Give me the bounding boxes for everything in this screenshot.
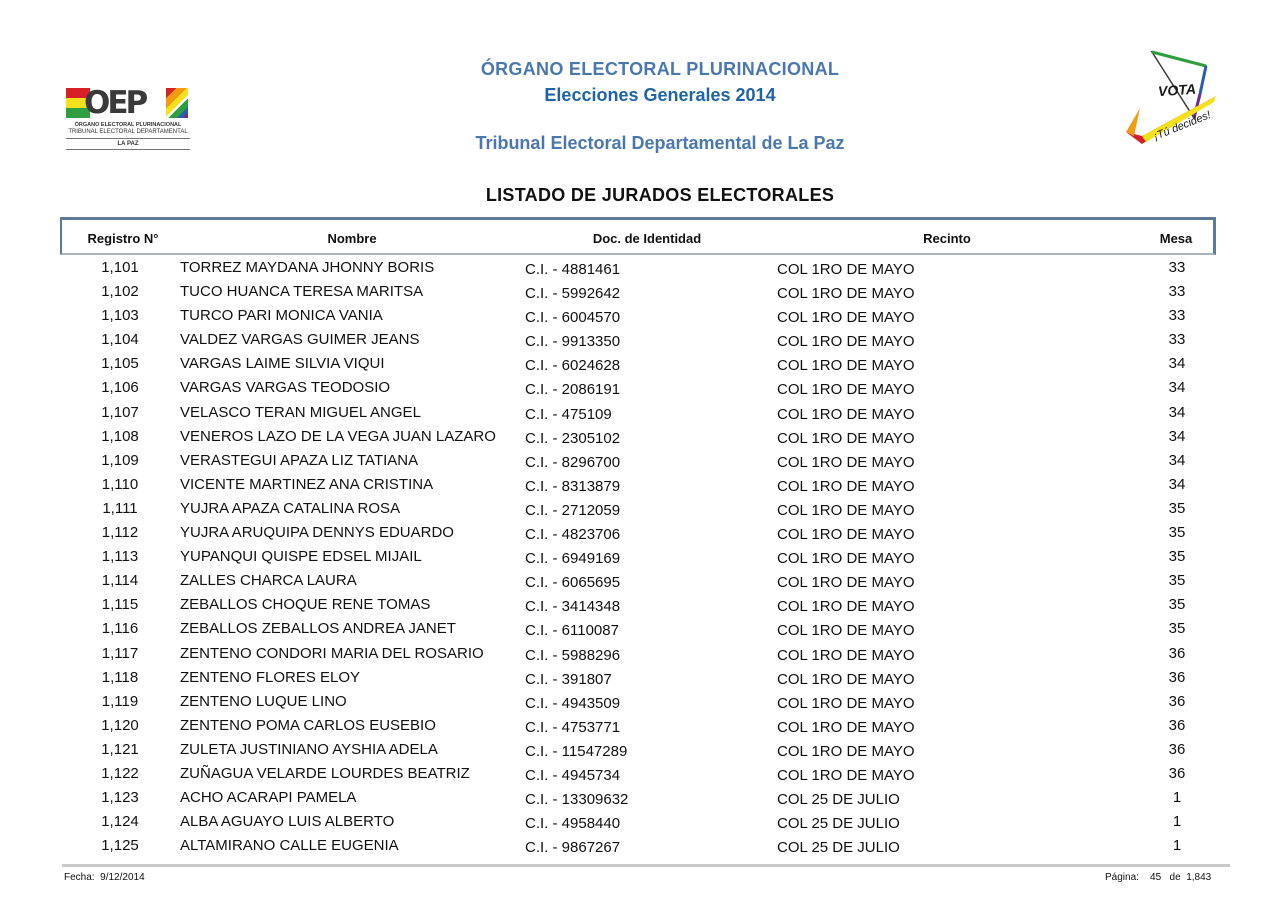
page-of-label: de [1169, 872, 1181, 883]
cell-mesa: 34 [1168, 355, 1186, 373]
table-header [60, 217, 1216, 255]
cell-nombre: VARGAS VARGAS TEODOSIO [180, 379, 391, 397]
cell-registro: 1,120 [101, 716, 139, 734]
cell-nombre: TORREZ MAYDANA JHONNY BORIS [180, 259, 435, 276]
cell-recinto: COL 1RO DE MAYO [777, 550, 915, 568]
cell-doc: C.I. - 475109 [525, 405, 612, 423]
oep-logo-line2: TRIBUNAL ELECTORAL DEPARTAMENTAL [68, 129, 188, 135]
report-date [64, 872, 145, 883]
cell-doc: C.I. - 4881461 [525, 261, 621, 278]
cell-nombre: YUPANQUI QUISPE EDSEL MIJAIL [180, 548, 422, 566]
cell-nombre: ZENTENO FLORES ELOY [180, 668, 361, 686]
cell-registro: 1,114 [101, 572, 139, 590]
cell-doc: C.I. - 6949169 [525, 550, 621, 568]
cell-doc: C.I. - 6065695 [525, 574, 621, 592]
table-row [0, 522, 1280, 546]
cell-registro: 1,111 [102, 499, 138, 517]
column-header-doc: Doc. de Identidad [592, 231, 702, 246]
cell-recinto: COL 1RO DE MAYO [777, 622, 915, 640]
date-value: 9/12/2014 [100, 872, 145, 883]
oep-logo-mark: OEP [84, 85, 146, 121]
table-row [0, 667, 1280, 691]
report-header [0, 0, 1280, 215]
cell-recinto: COL 1RO DE MAYO [777, 309, 915, 327]
cell-nombre: ZUÑAGUA VELARDE LOURDES BEATRIZ [180, 764, 470, 782]
cell-nombre: ZEBALLOS ZEBALLOS ANDREA JANET [180, 620, 456, 638]
cell-mesa: 36 [1168, 692, 1186, 710]
cell-registro: 1,101 [101, 259, 139, 276]
cell-recinto: COL 1RO DE MAYO [777, 718, 915, 736]
cell-nombre: ZENTENO CONDORI MARIA DEL ROSARIO [180, 644, 484, 662]
cell-doc: C.I. - 4958440 [525, 815, 621, 833]
cell-recinto: COL 1RO DE MAYO [777, 646, 915, 664]
table-row [0, 570, 1280, 594]
footer-divider [62, 864, 1230, 867]
cell-recinto: COL 1RO DE MAYO [777, 357, 915, 375]
cell-doc: C.I. - 13309632 [525, 791, 629, 809]
cell-nombre: ZENTENO LUQUE LINO [180, 692, 347, 710]
table-row [0, 739, 1280, 763]
vota-logo [1120, 48, 1220, 152]
cell-doc: C.I. - 391807 [525, 670, 612, 688]
table-row [0, 498, 1280, 522]
cell-doc: C.I. - 4943509 [525, 694, 621, 712]
table-row [0, 691, 1280, 715]
cell-recinto: COL 1RO DE MAYO [777, 670, 915, 688]
cell-mesa: 36 [1168, 764, 1186, 782]
cell-doc: C.I. - 9913350 [525, 333, 621, 351]
cell-nombre: VALDEZ VARGAS GUIMER JEANS [180, 331, 420, 349]
cell-mesa: 34 [1168, 403, 1186, 421]
cell-mesa: 34 [1168, 475, 1186, 493]
cell-mesa: 35 [1168, 572, 1186, 590]
cell-nombre: TURCO PARI MONICA VANIA [180, 307, 383, 325]
cell-doc: C.I. - 6110087 [525, 622, 619, 640]
cell-doc: C.I. - 8296700 [525, 453, 621, 471]
cell-registro: 1,119 [101, 692, 139, 710]
cell-recinto: COL 1RO DE MAYO [777, 405, 915, 423]
cell-registro: 1,117 [101, 644, 139, 662]
cell-mesa: 36 [1168, 716, 1186, 734]
cell-mesa: 33 [1168, 259, 1186, 276]
cell-recinto: COL 1RO DE MAYO [777, 261, 915, 278]
page-number: 45 [1150, 872, 1162, 883]
cell-recinto: COL 1RO DE MAYO [777, 598, 915, 616]
cell-recinto: COL 1RO DE MAYO [777, 526, 915, 544]
cell-mesa: 35 [1168, 620, 1186, 638]
cell-registro: 1,110 [101, 475, 139, 493]
cell-recinto: COL 25 DE JULIO [777, 839, 900, 857]
table-row [0, 305, 1280, 329]
cell-nombre: YUJRA ARUQUIPA DENNYS EDUARDO [180, 524, 454, 542]
cell-nombre: ZALLES CHARCA LAURA [180, 572, 357, 590]
cell-doc: C.I. - 6004570 [525, 309, 621, 327]
page-title: LISTADO DE JURADOS ELECTORALES [485, 185, 835, 205]
table-row [0, 402, 1280, 426]
cell-registro: 1,102 [101, 283, 139, 301]
tribunal-name: Tribunal Electoral Departamental de La Paz [475, 133, 845, 153]
page-total: 1,843 [1186, 872, 1212, 883]
cell-nombre: ZENTENO POMA CARLOS EUSEBIO [180, 716, 436, 734]
cell-recinto: COL 1RO DE MAYO [777, 333, 915, 351]
cell-nombre: TUCO HUANCA TERESA MARITSA [180, 283, 424, 301]
election-name: Elecciones Generales 2014 [544, 85, 776, 105]
cell-doc: C.I. - 4945734 [525, 766, 621, 784]
cell-registro: 1,106 [101, 379, 139, 397]
cell-mesa: 35 [1168, 524, 1186, 542]
cell-doc: C.I. - 2305102 [525, 429, 621, 447]
cell-recinto: COL 25 DE JULIO [777, 815, 900, 833]
cell-nombre: VENEROS LAZO DE LA VEGA JUAN LAZARO [180, 427, 496, 445]
cell-doc: C.I. - 2712059 [525, 501, 621, 519]
cell-mesa: 34 [1168, 427, 1186, 445]
table-row [0, 281, 1280, 305]
column-header-mesa: Mesa [1159, 231, 1193, 246]
cell-registro: 1,103 [101, 307, 139, 325]
cell-doc: C.I. - 11547289 [525, 742, 628, 760]
cell-nombre: ZULETA JUSTINIANO AYSHIA ADELA [180, 740, 438, 758]
cell-doc: C.I. - 2086191 [525, 381, 621, 399]
table-row [0, 474, 1280, 498]
cell-registro: 1,105 [101, 355, 139, 373]
table-row [0, 763, 1280, 787]
cell-nombre: YUJRA APAZA CATALINA ROSA [180, 499, 401, 517]
cell-registro: 1,118 [101, 668, 139, 686]
jurados-table-body [0, 257, 1280, 859]
cell-mesa: 1 [1172, 837, 1182, 855]
cell-registro: 1,115 [101, 596, 139, 614]
table-row [0, 835, 1280, 859]
cell-doc: C.I. - 6024628 [525, 357, 621, 375]
cell-mesa: 35 [1168, 499, 1186, 517]
cell-nombre: VARGAS LAIME SILVIA VIQUI [180, 355, 385, 373]
cell-registro: 1,116 [101, 620, 139, 638]
cell-mesa: 1 [1172, 813, 1182, 831]
cell-doc: C.I. - 4823706 [525, 526, 621, 544]
cell-registro: 1,123 [101, 789, 139, 807]
table-row [0, 257, 1280, 281]
cell-nombre: VICENTE MARTINEZ ANA CRISTINA [180, 475, 434, 493]
cell-mesa: 34 [1168, 379, 1186, 397]
cell-mesa: 36 [1168, 668, 1186, 686]
cell-recinto: COL 1RO DE MAYO [777, 766, 915, 784]
cell-registro: 1,122 [101, 764, 139, 782]
cell-registro: 1,125 [101, 837, 139, 855]
cell-mesa: 33 [1168, 331, 1186, 349]
cell-nombre: VELASCO TERAN MIGUEL ANGEL [180, 403, 421, 421]
cell-mesa: 34 [1168, 451, 1186, 469]
cell-doc: C.I. - 5992642 [525, 285, 621, 303]
column-header-recinto: Recinto [923, 231, 971, 246]
table-row [0, 546, 1280, 570]
org-name: ÓRGANO ELECTORAL PLURINACIONAL [480, 59, 840, 79]
table-row [0, 426, 1280, 450]
cell-registro: 1,109 [101, 451, 139, 469]
cell-recinto: COL 1RO DE MAYO [777, 381, 915, 399]
cell-recinto: COL 25 DE JULIO [777, 791, 900, 809]
table-row [0, 643, 1280, 667]
cell-nombre: ALBA AGUAYO LUIS ALBERTO [180, 813, 395, 831]
vota-word: VOTA [1157, 80, 1197, 100]
cell-registro: 1,107 [101, 403, 139, 421]
cell-registro: 1,112 [101, 524, 139, 542]
cell-recinto: COL 1RO DE MAYO [777, 477, 915, 495]
cell-mesa: 36 [1168, 644, 1186, 662]
cell-nombre: ALTAMIRANO CALLE EUGENIA [180, 837, 399, 855]
cell-recinto: COL 1RO DE MAYO [777, 742, 915, 760]
vota-slogan: ¡Tú decides! [1151, 109, 1213, 143]
cell-recinto: COL 1RO DE MAYO [777, 285, 915, 303]
cell-recinto: COL 1RO DE MAYO [777, 429, 915, 447]
table-row [0, 618, 1280, 642]
table-row [0, 377, 1280, 401]
table-row [0, 811, 1280, 835]
cell-nombre: VERASTEGUI APAZA LIZ TATIANA [180, 451, 419, 469]
date-label: Fecha: [64, 872, 95, 883]
table-row [0, 787, 1280, 811]
cell-recinto: COL 1RO DE MAYO [777, 453, 915, 471]
oep-logo-line3: LA PAZ [117, 141, 139, 147]
table-row [0, 353, 1280, 377]
cell-doc: C.I. - 9867267 [525, 839, 621, 857]
cell-doc: C.I. - 3414348 [525, 598, 621, 616]
cell-mesa: 33 [1168, 307, 1186, 325]
cell-mesa: 35 [1168, 596, 1186, 614]
column-header-nombre: Nombre [327, 231, 377, 246]
cell-recinto: COL 1RO DE MAYO [777, 501, 915, 519]
page-indicator [1105, 872, 1220, 883]
cell-registro: 1,124 [101, 813, 139, 831]
table-row [0, 329, 1280, 353]
cell-mesa: 33 [1168, 283, 1186, 301]
cell-registro: 1,104 [101, 331, 139, 349]
cell-doc: C.I. - 5988296 [525, 646, 621, 664]
cell-registro: 1,121 [101, 740, 139, 758]
oep-logo-line1: ÓRGANO ELECTORAL PLURINACIONAL [74, 122, 182, 128]
table-row [0, 450, 1280, 474]
cell-registro: 1,108 [101, 427, 139, 445]
cell-nombre: ACHO ACARAPI PAMELA [180, 789, 357, 807]
cell-nombre: ZEBALLOS CHOQUE RENE TOMAS [180, 596, 431, 614]
cell-doc: C.I. - 8313879 [525, 477, 621, 495]
cell-mesa: 1 [1172, 789, 1182, 807]
column-header-registro: Registro N° [87, 231, 159, 246]
table-row [0, 594, 1280, 618]
cell-recinto: COL 1RO DE MAYO [777, 694, 915, 712]
cell-mesa: 35 [1168, 548, 1186, 566]
cell-registro: 1,113 [101, 548, 139, 566]
cell-mesa: 36 [1168, 740, 1186, 758]
page-label: Página: [1105, 872, 1139, 883]
table-row [0, 715, 1280, 739]
cell-recinto: COL 1RO DE MAYO [777, 574, 915, 592]
cell-doc: C.I. - 4753771 [525, 718, 621, 736]
